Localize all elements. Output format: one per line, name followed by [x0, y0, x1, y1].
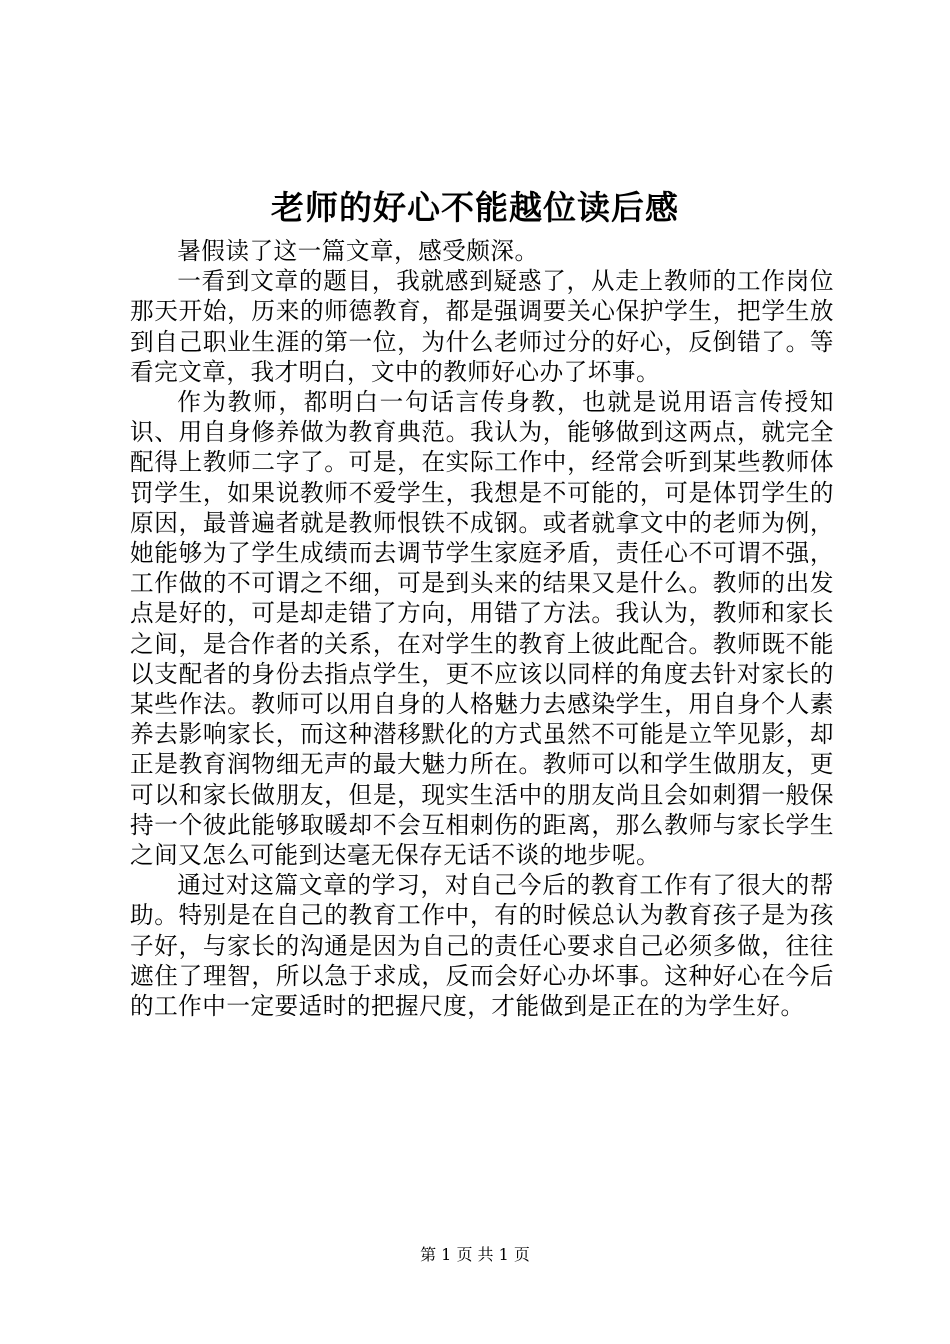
paragraph-3: 作为教师，都明白一句话言传身教，也就是说用语言传授知识、用自身修养做为教育典范。我认为，能够做到这两点，就完全配得上教师二字了。可是，在实际工作中，经常会听到某些教师体罚学生，如果说教师不爱学生，我想是不可能的，可是体罚学生的原因，最普遍者就是教师恨铁不成钢。或者就拿文中的老师为例，她能够为了学生成绩而去调节学生家庭矛盾，责任心不可谓不强，工作做的不可谓之不细，可是到头来的结果又是什么。教师的出发点是好的，可是却走错了方向，用错了方法。我认为，教师和家长之间，是合作者的关系，在对学生的教育上彼此配合。教师既不能以支配者的身份去指点学生，更不应该以同样的角度去针对家长的某些作法。教师可以用自身的人格魅力去感染学生，用自身个人素养去影响家长，而这种潜移默化的方式虽然不可能是立竿见影，却正是教育润物细无声的最大魅力所在。教师可以和学生做朋友，更可以和家长做朋友，但是，现实生活中的朋友尚且会如刺猬一般保持一个彼此能够取暖却不会互相刺伤的距离，那么教师与家长学生之间又怎么可能到达毫无保存无话不谈的地步呢。 [130, 388, 834, 870]
document-title: 老师的好心不能越位读后感 [271, 188, 679, 227]
paragraph-1: 暑假读了这一篇文章，感受颇深。 [177, 237, 539, 265]
paragraph-4: 通过对这篇文章的学习，对自己今后的教育工作有了很大的帮助。特别是在自己的教育工作中，有的时候总认为教育孩子是为孩子好，与家长的沟通是因为自己的责任心要求自己必须多做，往往遮住了理智，所以急于求成，反而会好心办坏事。这种好心在今后的工作中一定要适时的把握尺度，才能做到是正在的为学生好。 [130, 871, 834, 1021]
paragraph-2: 一看到文章的题目，我就感到疑惑了，从走上教师的工作岗位那天开始，历来的师德教育，都是强调要关心保护学生，把学生放到自己职业生涯的第一位，为什么老师过分的好心，反倒错了。等看完文章，我才明白，文中的教师好心办了坏事。 [130, 267, 834, 386]
document-body [130, 236, 834, 1021]
page-number-footer: 第 1 页 共 1 页 [420, 1245, 530, 1264]
